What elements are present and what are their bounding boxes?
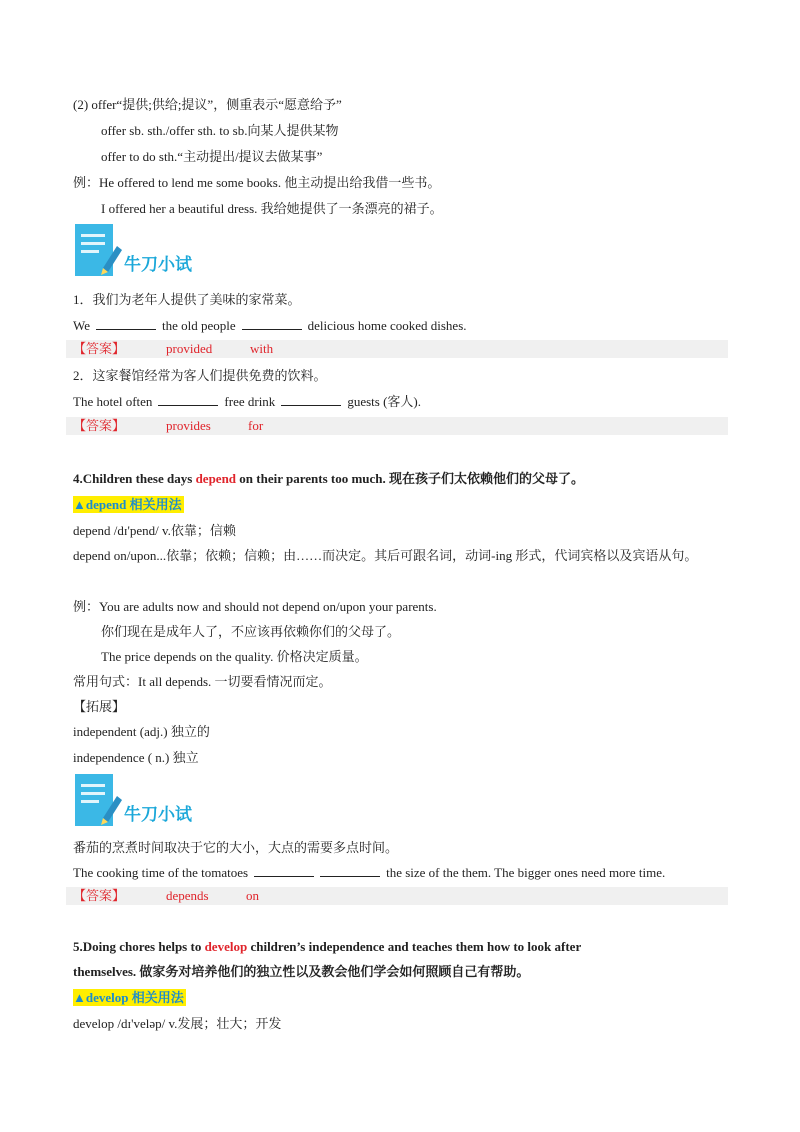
answer-tag: 【答案】 [73, 418, 126, 433]
question-3-sentence [73, 865, 665, 881]
answer-box-3 [66, 887, 728, 905]
q2-part-1: The hotel often [73, 394, 153, 409]
answer-1: depends [166, 888, 209, 903]
section-4-heading [73, 471, 584, 487]
answer-tag: 【答案】 [73, 888, 126, 903]
notepad-pencil-icon [73, 222, 123, 280]
practice-header-1 [73, 222, 213, 282]
answer-box-1 [66, 340, 728, 358]
answer-blank[interactable] [281, 394, 341, 406]
section-4-usage-label [73, 497, 184, 513]
usage-label: develop 相关用法 [85, 990, 184, 1005]
q1-part-3: delicious home cooked dishes. [307, 318, 467, 333]
q2-part-3: guests (客人). [347, 394, 421, 409]
heading-text: 4.Children these days [73, 471, 196, 486]
depend-on-explanation: depend on/upon...依靠；依赖；信赖；由……而决定。其后可跟名词，动词-ing 形式，代词宾格以及宾语从句。 [73, 548, 698, 563]
offer-pattern-1: offer sb. sth./offer sth. to sb.向某人提供某物 [101, 123, 339, 138]
question-1-prompt: 1．我们为老年人提供了美味的家常菜。 [73, 292, 301, 307]
develop-definition: develop /dɪ'veləp/ v.发展；壮大；开发 [73, 1016, 282, 1031]
q1-part-2: the old people [162, 318, 236, 333]
usage-label: depend 相关用法 [85, 497, 182, 512]
offer-example-1: 例：He offered to lend me some books. 他主动提出给我借一些书。 [73, 175, 441, 190]
offer-example-2: I offered her a beautiful dress. 我给她提供了一条漂亮的裙子。 [101, 201, 443, 216]
answer-blank[interactable] [320, 865, 380, 877]
question-3-prompt: 番茄的烹煮时间取决于它的大小，大点的需要多点时间。 [73, 840, 399, 855]
answer-blank[interactable] [158, 394, 218, 406]
depend-example-2: The price depends on the quality. 价格决定质量。 [101, 649, 368, 664]
keyword-depend: depend [195, 471, 237, 486]
section-5-usage-label [73, 990, 186, 1006]
triangle-icon: ▲ [73, 990, 86, 1005]
answer-2: for [248, 418, 264, 433]
answer-2: with [250, 341, 274, 356]
question-2-prompt: 2．这家餐馆经常为客人们提供免费的饮料。 [73, 368, 327, 383]
section-5-heading-line-2: themselves. 做家务对培养他们的独立性以及教会他们学会如何照顾自己有帮助。 [73, 964, 530, 979]
expand-label: 【拓展】 [73, 699, 126, 714]
q3-part-3: the size of the them. The bigger ones need more time. [386, 865, 666, 880]
heading-text: children’s independence and teaches them how to look after [247, 939, 582, 954]
independent-entry: independent (adj.) 独立的 [73, 724, 210, 739]
q3-part-1: The cooking time of the tomatoes [73, 865, 249, 880]
answer-blank[interactable] [96, 318, 156, 330]
question-2-sentence [73, 394, 421, 410]
common-pattern: 常用句式：It all depends. 一切要看情况而定。 [73, 674, 332, 689]
answer-blank[interactable] [242, 318, 302, 330]
section-5-heading [73, 939, 581, 955]
independence-entry: independence ( n.) 独立 [73, 750, 199, 765]
q2-part-2: free drink [224, 394, 276, 409]
practice-title: 牛刀小试 [124, 805, 192, 825]
triangle-icon: ▲ [73, 497, 86, 512]
question-1-sentence [73, 318, 467, 334]
practice-title: 牛刀小试 [124, 255, 192, 275]
answer-box-2 [66, 417, 728, 435]
offer-pattern-2: offer to do sth.“主动提出/提议去做某事” [101, 149, 323, 164]
q1-part-1: We [73, 318, 90, 333]
notepad-pencil-icon [73, 772, 123, 830]
answer-1: provided [166, 341, 213, 356]
answer-1: provides [166, 418, 211, 433]
practice-header-2 [73, 772, 213, 832]
heading-text: on their parents too much. 现在孩子们太依赖他们的父母了。 [236, 471, 585, 486]
heading-text: 5.Doing chores helps to [73, 939, 205, 954]
depend-example-1: 例：You are adults now and should not depend on/upon your parents. [73, 599, 437, 614]
answer-tag: 【答案】 [73, 341, 126, 356]
offer-usage-line: (2) offer“提供;供给;提议”，侧重表示“愿意给予” [73, 97, 342, 112]
answer-2: on [246, 888, 259, 903]
answer-blank[interactable] [254, 865, 314, 877]
keyword-develop: develop [204, 939, 248, 954]
depend-example-1-cn: 你们现在是成年人了，不应该再依赖你们的父母了。 [101, 624, 401, 639]
depend-definition: depend /dɪ'pend/ v.依靠；信赖 [73, 523, 236, 538]
